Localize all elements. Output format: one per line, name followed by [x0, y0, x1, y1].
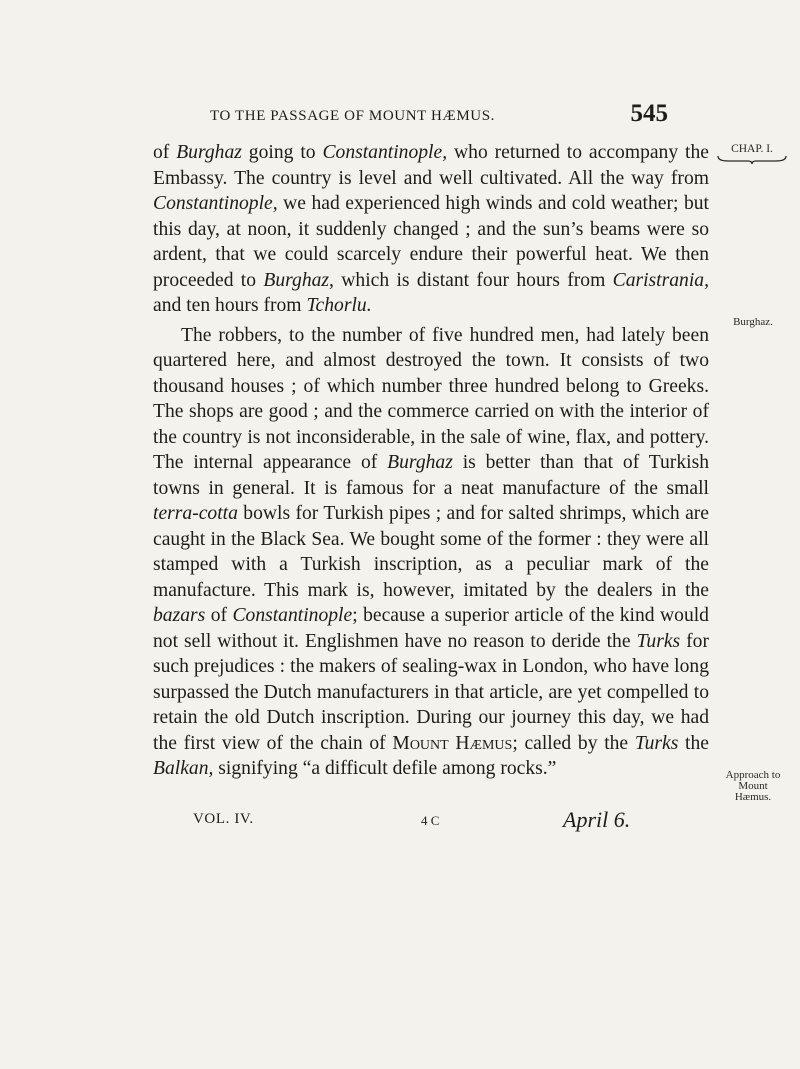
italic-text: Constantinople,: [153, 193, 278, 214]
small-caps-text: Mount Hæmus: [392, 732, 513, 754]
page-number: 545: [630, 100, 668, 127]
chapter-marker: [712, 144, 792, 165]
text-run: ; called by the: [512, 732, 635, 754]
italic-text: Balkan,: [153, 758, 214, 779]
text-run: ; because a superior article of the kind would not sell without it. Englishmen have no reason to deride the: [153, 605, 709, 652]
signature-mark: 4 C: [421, 813, 440, 828]
page-footer: [193, 807, 713, 837]
text-run: we had experienced high winds and cold weather; but this day, at noon, it suddenly changed ; and the sun’s beams were so ardent, that we could scarcely endure their powerful heat. We then proceeded to: [153, 193, 709, 291]
italic-text: terra-cotta: [153, 503, 238, 524]
italic-text: Turks: [636, 630, 681, 652]
italic-text: Caristrania,: [612, 269, 709, 291]
body-text: [153, 140, 709, 782]
text-run: bowls for Turkish pipes ; and for salted shrimps, which are caught in the Black Sea. We bought some of the former : they were all stamped with a Turkish inscription, as a peculiar mark of the manufacture. This mark is, however, imitated by the dealers in the: [153, 503, 709, 601]
italic-text: Burghaz: [176, 142, 242, 163]
running-title: TO THE PASSAGE OF MOUNT HÆMUS.: [210, 108, 496, 124]
italic-text: Turks: [634, 732, 679, 754]
marginal-note-line: Hæmus.: [734, 791, 772, 803]
paragraph-1: [153, 140, 709, 319]
italic-text: Constantinople: [232, 605, 353, 626]
text-run: signifying “a difficult defile among rocks.”: [213, 758, 557, 779]
brace-icon: [716, 155, 788, 165]
text-run: and ten hours from: [153, 295, 307, 316]
italic-text: Burghaz,: [263, 269, 334, 291]
marginal-note-approach: [708, 770, 798, 803]
marginal-note-burghaz: Burghaz.: [733, 316, 773, 328]
italic-text: Burghaz: [387, 452, 453, 473]
text-run: going to: [241, 142, 323, 163]
italic-text: Constantinople,: [322, 142, 448, 163]
text-run: of: [205, 605, 233, 626]
italic-text: bazars: [153, 605, 206, 626]
text-run: The robbers, to the number of five hundred men, had lately been quartered here, and almost destroyed the town. It consists of two thousand houses ; of which number three hundred belong to Greeks. The shops are good ; and the commerce carried on with the interior of the country is not inconsiderable, in the sale of wine, flax, and pottery. The internal appearance of: [153, 324, 709, 473]
text-run: is better than that of Turkish towns in general. It is famous for a neat manufacture of the small: [153, 452, 709, 499]
italic-text: Tchorlu.: [306, 295, 372, 316]
marginal-note-line: Approach to: [725, 769, 781, 781]
text-run: the: [678, 732, 709, 754]
text-run: which is distant four hours from: [333, 269, 613, 291]
text-run: of: [153, 142, 177, 163]
paragraph-2: [153, 323, 709, 782]
text-run: who returned to accompany the Embassy. The country is level and well cultivated. All the way from: [153, 142, 709, 189]
chapter-label: CHAP. I.: [731, 143, 773, 155]
date-note: April 6.: [563, 807, 631, 832]
text-run: for such prejudices : the makers of sealing-wax in London, who have long surpassed the Dutch manufacturers in that article, are yet compelled to retain the old Dutch inscription. During our journey this day, we had the first view of the chain of: [153, 630, 710, 754]
volume-label: VOL. IV.: [193, 811, 254, 827]
marginal-note-line: Mount: [738, 780, 768, 792]
